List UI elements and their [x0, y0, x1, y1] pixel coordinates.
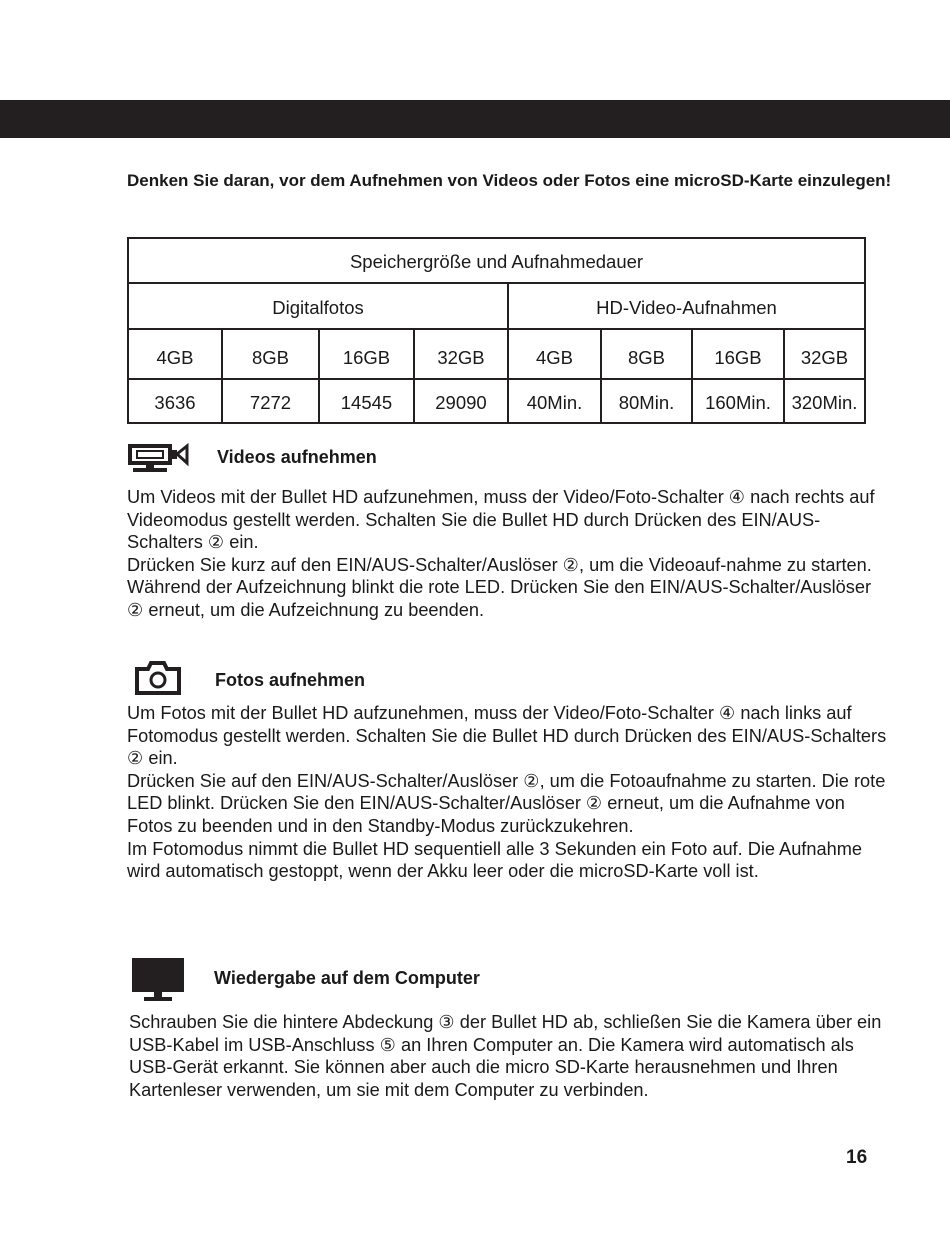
sd-card-notice: Denken Sie daran, vor dem Aufnehmen von Videos oder Fotos eine microSD-Karte einzulegen! — [127, 171, 892, 190]
table-group-photos: Digitalfotos — [128, 283, 508, 329]
value-cell: 160Min. — [692, 379, 784, 423]
section-heading-videos: Videos aufnehmen — [217, 447, 377, 467]
header-bar — [0, 100, 950, 138]
paragraph: Um Videos mit der Bullet HD aufzunehmen, muss der Video/Foto-Schalter ④ nach rechts auf Videomodus gestellt werden. Schalten Sie die Bullet HD durch Drücken des EIN/AUS-Schalters ② ein. — [127, 487, 875, 553]
table-title: Speichergröße und Aufnahmedauer — [128, 238, 865, 283]
value-cell: 14545 — [319, 379, 414, 423]
capacity-cell: 16GB — [319, 329, 414, 379]
capacity-cell: 16GB — [692, 329, 784, 379]
value-cell: 29090 — [414, 379, 508, 423]
monitor-icon — [132, 958, 184, 1007]
value-cell: 40Min. — [508, 379, 601, 423]
paragraph: Um Fotos mit der Bullet HD aufzunehmen, muss der Video/Foto-Schalter ④ nach links auf Fotomodus gestellt werden. Schalten Sie die Bullet HD durch Drücken des EIN/AUS-Schalters ② ein. — [127, 703, 887, 769]
paragraph: Drücken Sie auf den EIN/AUS-Schalter/Auslöser ②, um die Fotoaufnahme zu starten. Die rote LED blinkt. Drücken Sie den EIN/AUS-Schalter/Auslöser ② erneut, um die Aufnahme von Fotos zu beenden und in den Standby-Modus zurückzukehren. — [127, 770, 886, 836]
capacity-cell: 32GB — [784, 329, 865, 379]
value-cell: 7272 — [222, 379, 319, 423]
section-body-photos — [127, 702, 887, 883]
capacity-cell: 8GB — [222, 329, 319, 379]
table-row — [128, 379, 865, 423]
value-cell: 80Min. — [601, 379, 692, 423]
section-heading-photos: Fotos aufnehmen — [215, 670, 366, 690]
table-group-video: HD-Video-Aufnahmen — [508, 283, 865, 329]
paragraph: Schrauben Sie die hintere Abdeckung ③ der Bullet HD ab, schließen Sie die Kamera über ein USB-Kabel im USB-Anschluss ⑤ an Ihren Computer an. Die Kamera wird automatisch als USB-Gerät erkannt. Sie können aber auch die micro SD-Karte herausnehmen und Ihren Kartenleser verwenden, um sie mit dem Computer zu verbinden. — [129, 1012, 882, 1100]
section-body-videos — [127, 486, 887, 622]
capacity-cell: 4GB — [508, 329, 601, 379]
paragraph: Drücken Sie kurz auf den EIN/AUS-Schalter/Auslöser ②, um die Videoauf-nahme zu starten. Während der Aufzeichnung blinkt die rote LED. Drücken Sie den EIN/AUS-Schalter/Auslöser ② erneut, um die Aufzeichnung zu beenden. — [127, 554, 872, 620]
section-body-computer — [129, 1011, 889, 1101]
page-number: 16 — [846, 1147, 868, 1168]
value-cell: 3636 — [128, 379, 222, 423]
section-heading-computer: Wiedergabe auf dem Computer — [214, 968, 480, 988]
capacity-cell: 4GB — [128, 329, 222, 379]
camera-icon — [134, 660, 182, 701]
table-row — [128, 329, 865, 379]
paragraph: Im Fotomodus nimmt die Bullet HD sequentiell alle 3 Sekunden ein Foto auf. Die Aufnahme wird automatisch gestoppt, wenn der Akku leer oder die microSD-Karte voll ist. — [127, 838, 862, 882]
capacity-cell: 32GB — [414, 329, 508, 379]
capacity-cell: 8GB — [601, 329, 692, 379]
storage-capacity-table — [127, 237, 866, 424]
video-camera-icon — [127, 443, 189, 480]
value-cell: 320Min. — [784, 379, 865, 423]
